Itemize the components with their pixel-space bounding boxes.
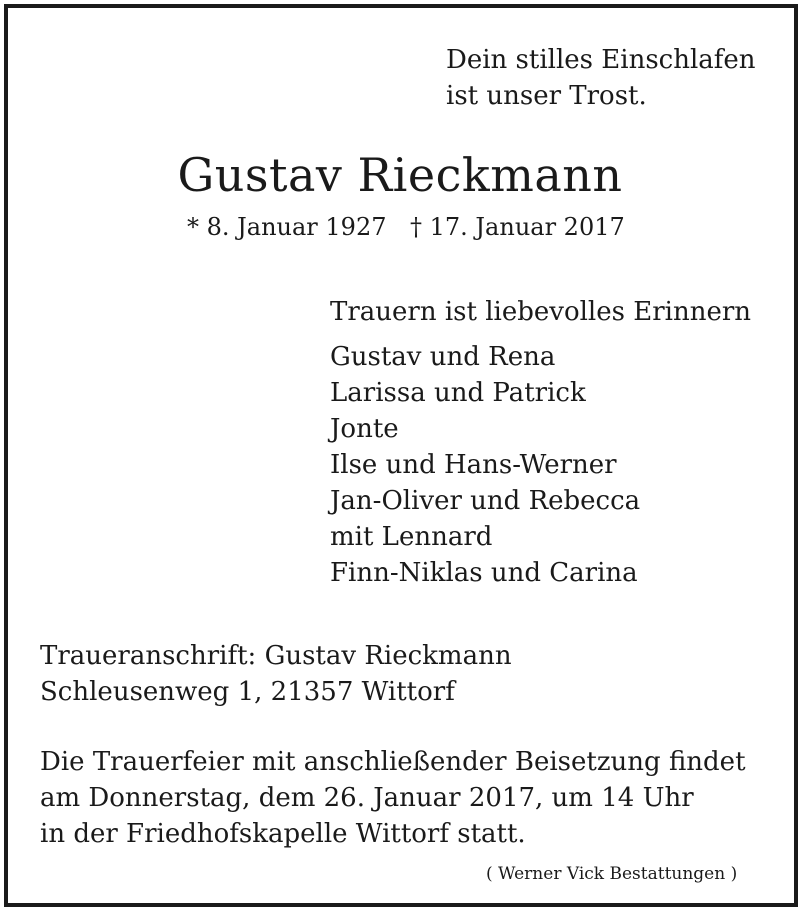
deceased-name: Gustav Rieckmann <box>177 148 623 202</box>
mourners-heading: Trauern ist liebevolles Erinnern <box>330 297 752 327</box>
motto-line-1: Dein stilles Einschlafen <box>446 45 756 75</box>
ceremony-line-1: Die Trauerfeier mit anschließender Beisetzung findet <box>40 747 746 777</box>
mourner-name: Ilse und Hans-Werner <box>330 450 617 480</box>
ceremony-line-3: in der Friedhofskapelle Wittorf statt. <box>40 819 526 849</box>
motto-line-2: ist unser Trost. <box>446 81 647 111</box>
mourner-name: Larissa und Patrick <box>330 378 586 408</box>
ceremony-line-2: am Donnerstag, dem 26. Januar 2017, um 14 Uhr <box>40 783 694 813</box>
mourning-address-line-1: Traueranschrift: Gustav Rieckmann <box>40 641 512 671</box>
mourner-name: Finn-Niklas und Carina <box>330 558 638 588</box>
mourning-address-line-2: Schleusenweg 1, 21357 Wittorf <box>40 677 455 707</box>
mourner-name: Jonte <box>330 414 399 444</box>
mourner-name: Jan-Oliver und Rebecca <box>330 486 641 516</box>
undertaker-credit: ( Werner Vick Bestattungen ) <box>486 864 738 884</box>
mourner-name: mit Lennard <box>330 522 493 552</box>
mourner-name: Gustav und Rena <box>330 342 556 372</box>
birth-date: * 8. Januar 1927 <box>187 213 387 241</box>
death-date: † 17. Januar 2017 <box>410 213 625 241</box>
